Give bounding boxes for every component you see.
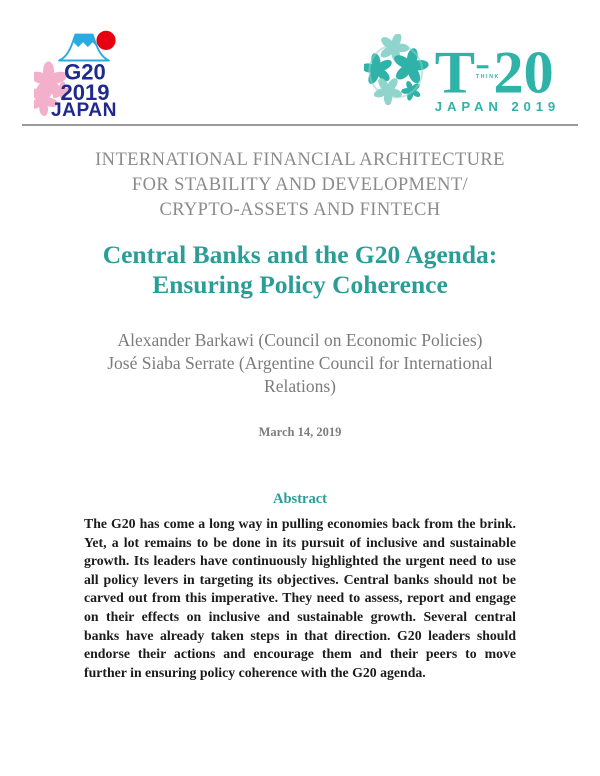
t20-logo-think: THINK [475, 73, 500, 80]
paper-title-line: Central Banks and the G20 Agenda: [102, 240, 498, 269]
g20-logo-line1: G20 [64, 59, 106, 85]
g20-logo-line3: JAPAN [51, 100, 117, 118]
series-kicker [0, 148, 600, 223]
g20-japan-logo [34, 26, 134, 118]
t20-logo-twenty: 20 [493, 39, 554, 107]
author-list [74, 329, 526, 398]
t20-logo-t: T [434, 39, 476, 107]
kicker-line: CRYPTO-ASSETS AND FINTECH [159, 200, 441, 220]
t20-logo-subtitle: JAPAN 2019 [434, 99, 561, 114]
publication-date: March 14, 2019 [258, 425, 342, 439]
flower-cluster-icon [364, 34, 433, 111]
abstract-heading: Abstract [273, 491, 327, 507]
kicker-line: FOR STABILITY AND DEVELOPMENT/ [131, 175, 469, 195]
kicker-line: INTERNATIONAL FINANCIAL ARCHITECTURE [95, 150, 505, 170]
sun-icon [96, 31, 115, 50]
paper-title [0, 240, 600, 300]
t20-japan-logo [364, 34, 570, 114]
paper-title-line: Ensuring Policy Coherence [152, 270, 448, 299]
header-divider [22, 124, 578, 126]
header-logo-row [0, 0, 600, 116]
author: Alexander Barkawi (Council on Economic Policies) [117, 330, 483, 350]
t20-logo-dash [477, 65, 489, 68]
g20-logo-line2: 2019 [60, 79, 110, 105]
abstract-body: The G20 has come a long way in pulling economies back from the brink. Yet, a lot remains to be done in its pursuit of inclusive and sustainable growth. Its leaders have continuously highlighted the urgent need to use all policy levers in targeting its objectives. Central banks should not be carved out from this imperative. They need to assess, report and engage on their effects on inclusive and sustainable growth. Several central banks have already taken steps in that direction. G20 leaders should endorse their actions and encourage them and their peers to move further in ensuring policy coherence with the G20 agenda. [84, 516, 516, 680]
author: José Siaba Serrate (Argentine Council for International Relations) [107, 353, 493, 396]
